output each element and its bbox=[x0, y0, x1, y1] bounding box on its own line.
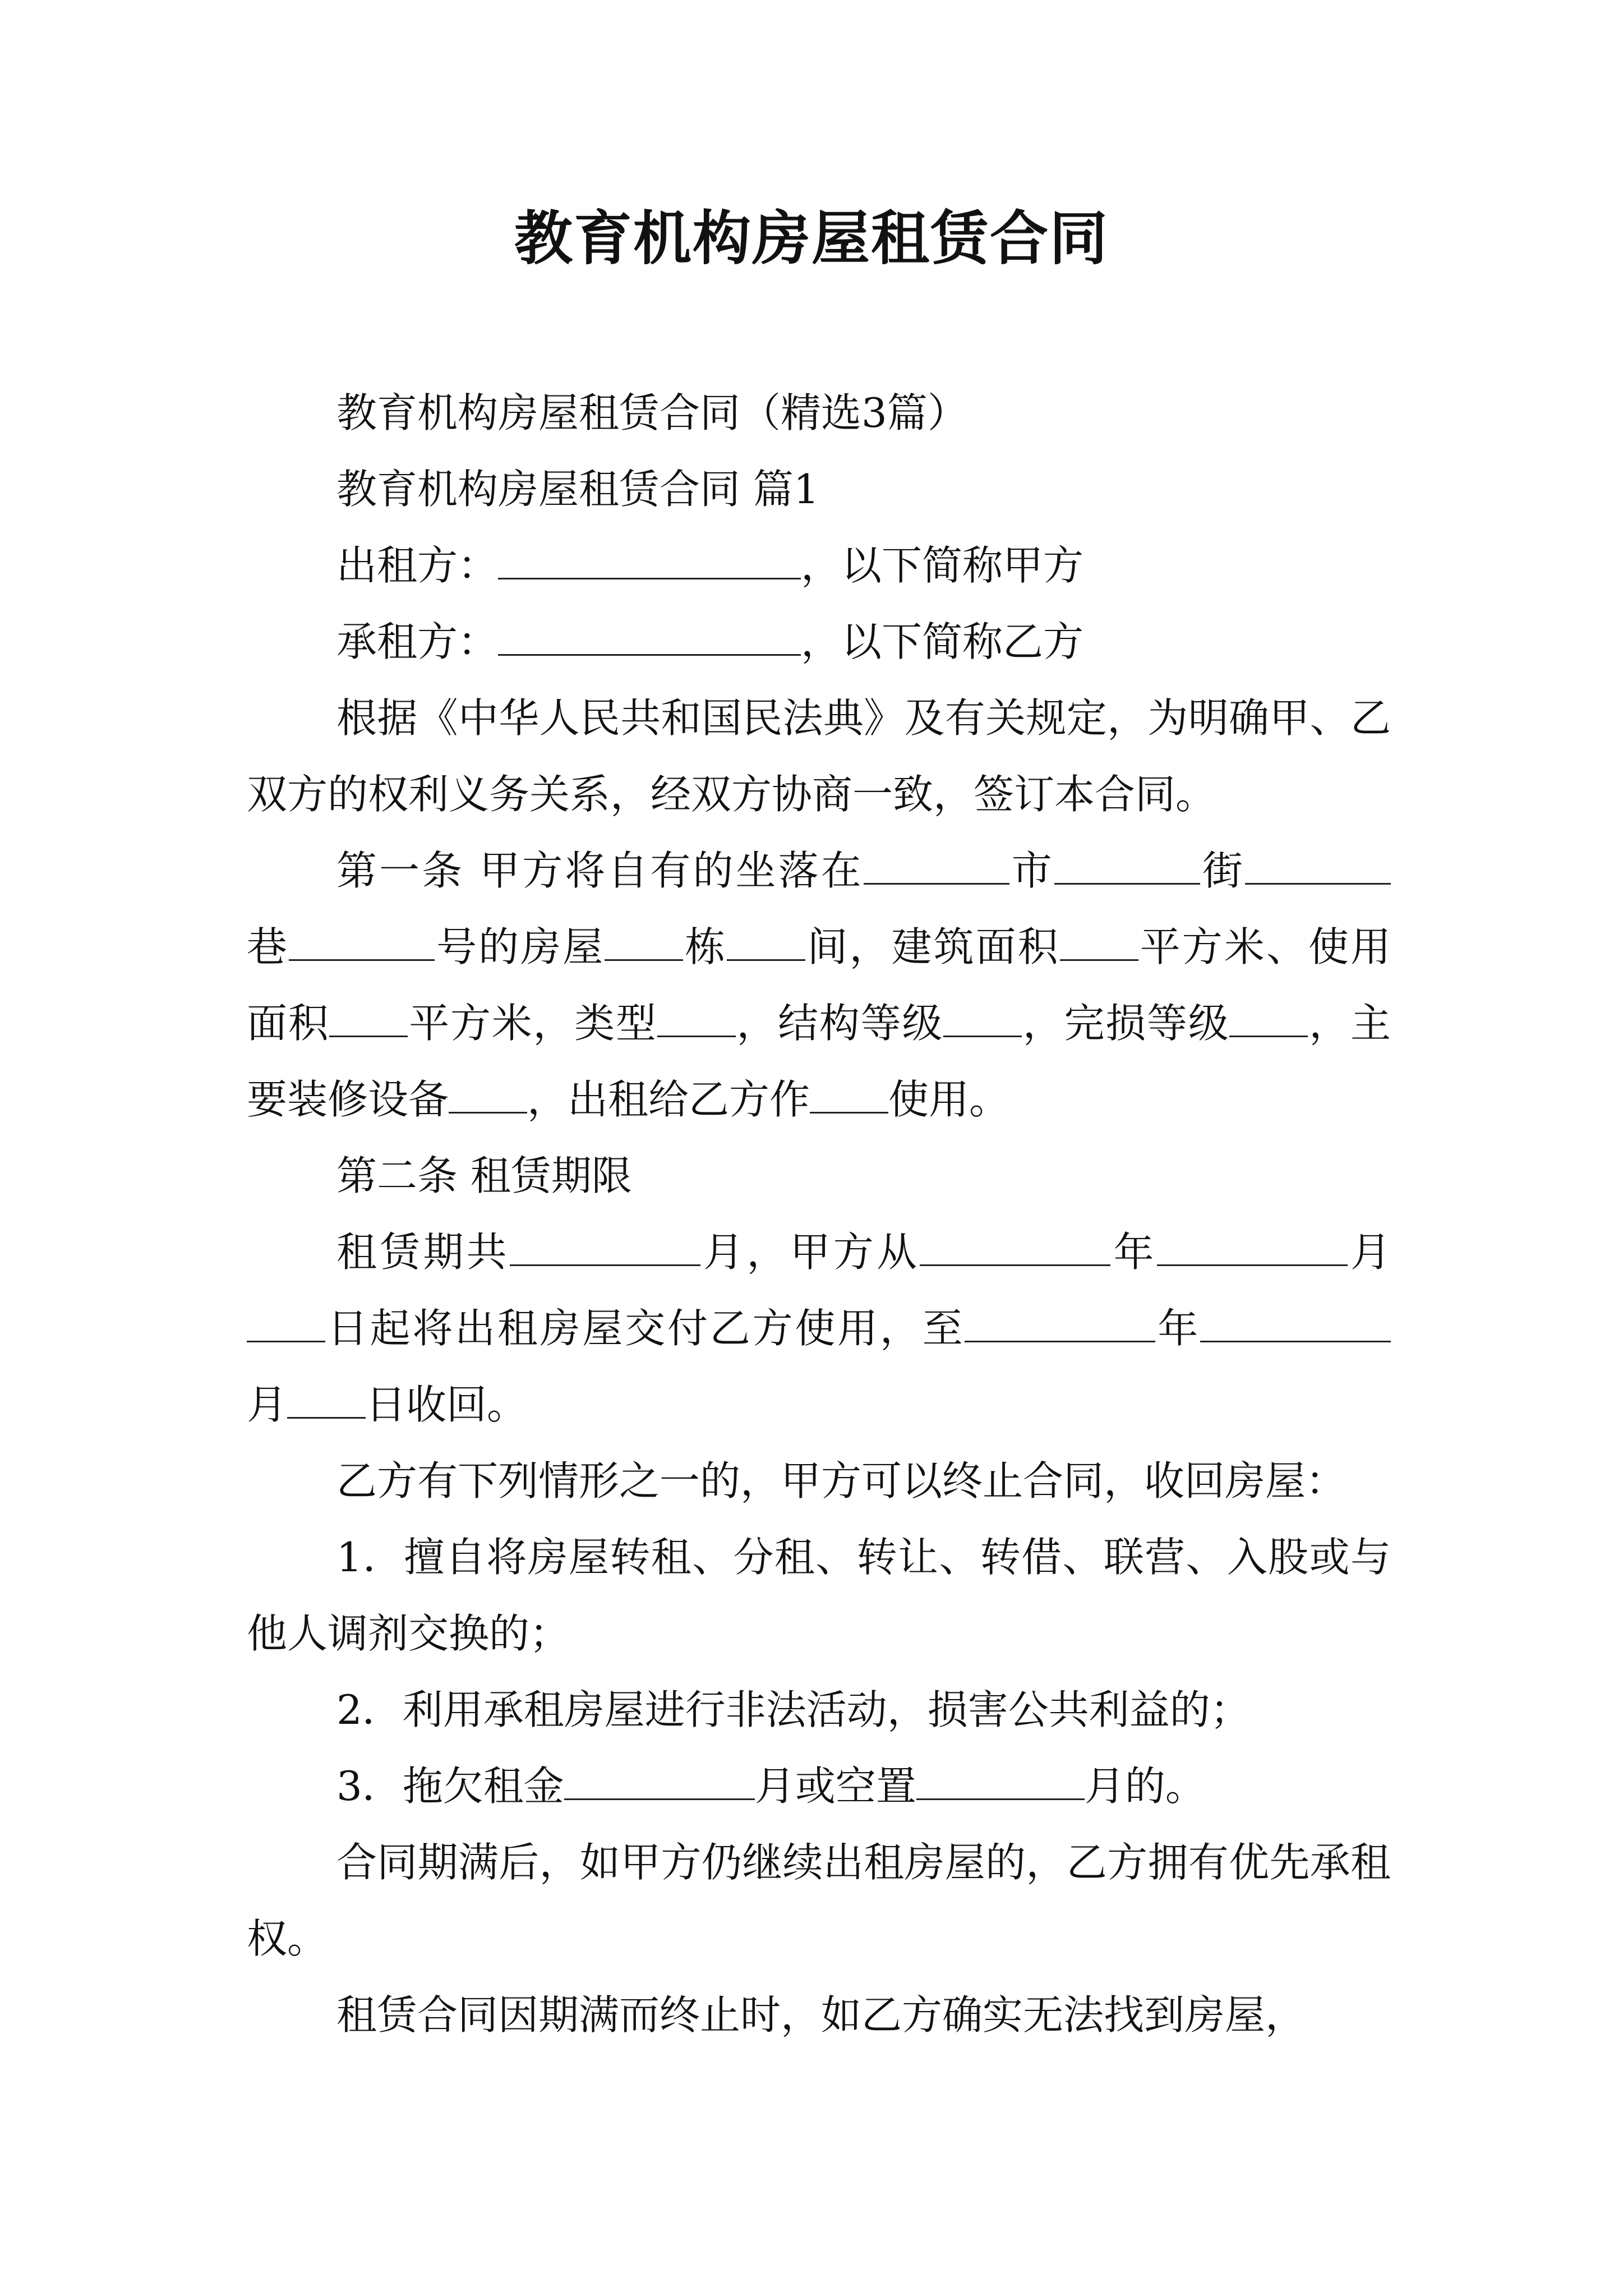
blank-lane bbox=[1245, 845, 1391, 885]
item-3-text: 月或空置 bbox=[754, 1763, 916, 1810]
term-text: 月 bbox=[1347, 1228, 1391, 1276]
lessor-blank bbox=[498, 540, 801, 579]
blank-start-day bbox=[247, 1303, 325, 1342]
article-1-text: 栋 bbox=[683, 923, 727, 970]
article-1-text: 间，建筑面积 bbox=[805, 923, 1060, 970]
article-1-text: ，完损等级 bbox=[1022, 1000, 1230, 1047]
lessee-suffix: ，以下简称乙方 bbox=[801, 618, 1084, 665]
blank-street bbox=[1054, 845, 1200, 885]
lessee-label: 承租方： bbox=[336, 618, 499, 665]
blank-structure-grade bbox=[943, 997, 1022, 1037]
article-1-text: ，出租给乙方作 bbox=[527, 1076, 810, 1123]
blank-start-month bbox=[1157, 1226, 1348, 1266]
expiry-paragraph: 租赁合同因期满而终止时，如乙方确实无法找到房屋， bbox=[336, 1991, 1306, 2039]
term-paragraph bbox=[247, 1214, 1391, 1443]
blank-usage bbox=[810, 1074, 888, 1114]
blank-equipment bbox=[449, 1074, 527, 1114]
term-text: 租赁期共 bbox=[336, 1228, 510, 1276]
article-1-text: 巷 bbox=[247, 923, 289, 970]
term-text: 月，甲方从 bbox=[700, 1228, 920, 1276]
article-1-text: 第一条 甲方将自有的坐落在 bbox=[336, 847, 864, 894]
article-1-text: 平方米、使用面积 bbox=[247, 923, 1391, 1047]
article-1-text: 平方米，类型 bbox=[408, 1000, 657, 1047]
blank-number bbox=[289, 921, 435, 961]
article-1-text: ，结构等级 bbox=[735, 1000, 944, 1047]
lessor-suffix: ，以下简称甲方 bbox=[801, 542, 1084, 589]
term-text: 日起将出租房屋交付乙方使用，至 bbox=[325, 1305, 965, 1352]
blank-arrears-months bbox=[564, 1760, 755, 1800]
article-1-text: ，主要装修设备 bbox=[247, 1000, 1391, 1123]
item-3-text: 月的。 bbox=[1084, 1763, 1206, 1810]
termination-item-3 bbox=[247, 1748, 1391, 1824]
article-1-text: 市 bbox=[1009, 847, 1054, 894]
term-text: 日收回。 bbox=[366, 1381, 528, 1428]
blank-end-year bbox=[965, 1303, 1155, 1342]
article-1-text: 号的房屋 bbox=[435, 923, 605, 970]
subtitle-paragraph: 教育机构房屋租赁合同（精选3篇） bbox=[336, 389, 968, 436]
blank-building bbox=[605, 921, 683, 961]
blank-end-month bbox=[1200, 1303, 1391, 1342]
article-2-heading: 第二条 租赁期限 bbox=[336, 1152, 632, 1199]
blank-vacant-months bbox=[916, 1760, 1085, 1800]
chapter-heading: 教育机构房屋租赁合同 篇1 bbox=[336, 466, 819, 513]
lessee-blank bbox=[498, 616, 801, 656]
termination-item-1: 1．擅自将房屋转租、分租、转让、转借、联营、入股或与他人调剂交换的； bbox=[247, 1534, 1391, 1657]
intro-paragraph: 根据《中华人民共和国民法典》及有关规定，为明确甲、乙双方的权利义务关系，经双方协商一致，签订本合同。 bbox=[247, 694, 1391, 818]
article-1-text: 街 bbox=[1200, 847, 1245, 894]
term-text: 年 bbox=[1155, 1305, 1200, 1352]
term-text: 年 bbox=[1110, 1228, 1157, 1276]
document-body bbox=[247, 375, 1391, 2053]
blank-type bbox=[657, 997, 736, 1037]
blank-rooms bbox=[727, 921, 805, 961]
blank-start-year bbox=[920, 1226, 1110, 1266]
blank-city bbox=[864, 845, 1009, 885]
renewal-paragraph: 合同期满后，如甲方仍继续出租房屋的，乙方拥有优先承租权。 bbox=[247, 1839, 1391, 1962]
blank-floor-area bbox=[1060, 921, 1138, 961]
article-1-paragraph bbox=[247, 832, 1391, 1138]
blank-term-months bbox=[510, 1226, 700, 1266]
termination-item-2: 2．利用承租房屋进行非法活动，损害公共利益的； bbox=[336, 1686, 1251, 1733]
lessor-line bbox=[247, 527, 1391, 604]
document-title: 教育机构房屋租赁合同 bbox=[514, 204, 1109, 273]
article-1-text: 使用。 bbox=[888, 1076, 1010, 1123]
termination-intro: 乙方有下列情形之一的，甲方可以终止合同，收回房屋： bbox=[336, 1457, 1347, 1504]
blank-condition-grade bbox=[1229, 997, 1308, 1037]
term-text: 月 bbox=[247, 1381, 288, 1428]
blank-usable-area bbox=[329, 997, 408, 1037]
item-3-text: 3．拖欠租金 bbox=[336, 1763, 564, 1810]
lessee-line bbox=[247, 604, 1391, 680]
lessor-label: 出租方： bbox=[336, 542, 499, 589]
blank-end-day bbox=[287, 1379, 366, 1419]
